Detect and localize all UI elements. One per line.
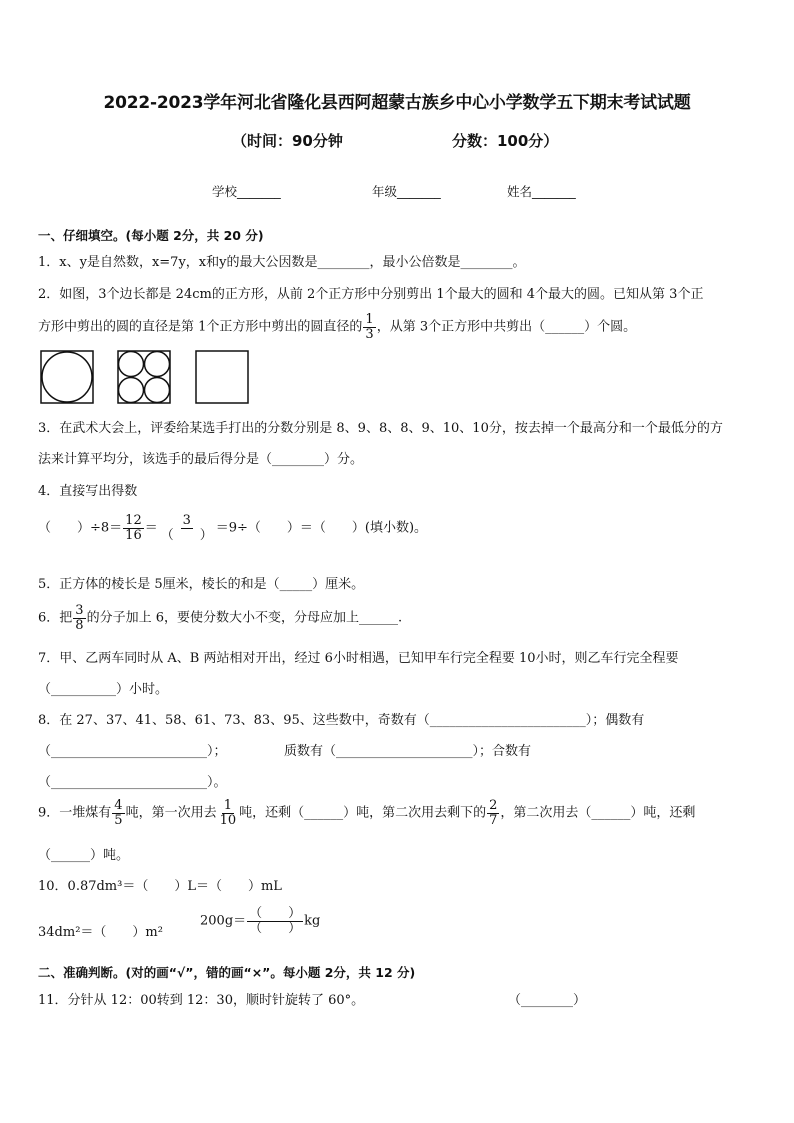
- question-3-line1: 3．在武术大会上，评委给某选手打出的分数分别是 8、9、8、8、9、10、10分，按去掉一个最高分和一个最低分的方: [38, 421, 723, 436]
- name-field: 姓名_______: [507, 184, 576, 199]
- fraction-denominator: 16: [125, 527, 142, 543]
- question-9-text-b: 吨，第一次用去: [125, 805, 217, 821]
- fraction-3-8: [73, 604, 85, 632]
- grade-field: 年级_______: [372, 184, 441, 199]
- question-4-equation: [38, 514, 427, 542]
- fraction-numerator: 3: [75, 603, 84, 618]
- small-circle-1: [119, 352, 144, 377]
- fraction-denominator: （ ）: [249, 920, 302, 936]
- question-9-line1: [38, 799, 695, 827]
- question-11: 11．分针从 12：00转到 12：30，顺时针旋转了 60°。: [38, 993, 365, 1008]
- fraction-blank-blank: [247, 907, 303, 935]
- question-8-line2b: 质数有（_____________________）；合数有: [284, 744, 532, 759]
- fraction-numerator: 2: [489, 798, 498, 813]
- square-3: [196, 351, 248, 403]
- question-4-part1: （ ）÷8＝: [38, 520, 123, 536]
- question-3-line2: 法来计算平均分，该选手的最后得分是（________）分。: [38, 452, 364, 467]
- question-11-answer-blank: （________）: [508, 993, 587, 1008]
- section-2-heading: 二、准确判断。(对的画“√”，错的画“×”。每小题 2分，共 12 分): [38, 965, 416, 980]
- question-6: [38, 604, 402, 632]
- fraction-numerator: 12: [125, 513, 142, 528]
- fraction-numerator: 4: [114, 798, 123, 813]
- fraction-denominator: 5: [114, 812, 123, 828]
- fraction-3-blank: [159, 514, 215, 542]
- question-10-line1: 10．0.87dm³＝（ ）L＝（ ）mL: [38, 879, 282, 894]
- square-2: [118, 351, 170, 403]
- small-circle-4: [145, 378, 170, 403]
- question-5: 5．正方体的棱长是 5厘米，棱长的和是（_____）厘米。: [38, 577, 365, 592]
- question-7-line1: 7．甲、乙两车同时从 A、B 两站相对开出，经过 6小时相遇，已知甲车行完全程要 10小时，则乙车行完全程要: [38, 651, 679, 666]
- question-2-line2: [38, 313, 636, 341]
- fraction-1-10: [218, 799, 239, 827]
- fraction-numerator: 1: [365, 312, 374, 327]
- squares-figure: [40, 350, 252, 406]
- question-6-pre: 6．把: [38, 610, 73, 626]
- fraction-denominator: 3: [365, 326, 374, 342]
- small-circle-2: [145, 352, 170, 377]
- question-1: 1．x、y是自然数，x=7y，x和y的最大公因数是________，最小公倍数是________。: [38, 255, 526, 270]
- school-field: 学校_______: [212, 184, 281, 199]
- big-circle: [42, 352, 92, 402]
- fraction-one-third: [363, 313, 375, 341]
- question-10-line2b: [200, 907, 320, 935]
- question-4-heading: 4．直接写出得数: [38, 484, 138, 499]
- question-10-line2a: 34dm²＝（ ）m²: [38, 925, 163, 940]
- question-2-text-b: ，从第 3个正方形中共剪出（______）个圆。: [376, 319, 637, 335]
- question-8-line1: 8．在 27、37、41、58、61、73、83、95、这些数中，奇数有（________________________）；偶数有: [38, 713, 645, 728]
- question-8-line3: （________________________）。: [38, 775, 227, 790]
- fraction-denominator: 8: [75, 617, 84, 633]
- exam-time: （时间：90分钟: [232, 132, 343, 150]
- question-2-line1: 2．如图，3个边长都是 24cm的正方形，从前 2个正方形中分别剪出 1个最大的圆和 4个最大的圆。已知从第 3个正: [38, 287, 704, 302]
- fraction-denominator: 10: [219, 812, 237, 828]
- section-1-heading: 一、仔细填空。(每小题 2分，共 20 分): [38, 228, 264, 243]
- question-7-line2: （__________）小时。: [38, 682, 169, 697]
- page-title: 2022-2023学年河北省隆化县西阿超蒙古族乡中心小学数学五下期末考试试题: [103, 93, 691, 113]
- fraction-12-16: [123, 514, 144, 542]
- fraction-numerator: （ ）: [249, 906, 302, 921]
- fraction-denominator: （ ）: [160, 527, 213, 543]
- question-4-part2: ＝9÷（ ）＝（ ）(填小数)。: [215, 520, 428, 536]
- fraction-denominator: 7: [489, 812, 498, 828]
- fraction-4-5: [112, 799, 124, 827]
- small-circle-3: [119, 378, 144, 403]
- fraction-numerator: 1: [223, 798, 232, 813]
- question-10-grams: 200g＝: [200, 913, 247, 929]
- question-2-text-a: 方形中剪出的圆的直径是第 1个正方形中剪出的圆直径的: [38, 319, 363, 335]
- fraction-2-7: [487, 799, 499, 827]
- question-10-unit: kg: [304, 913, 321, 929]
- question-9-text-d: ，第二次用去（______）吨，还剩: [500, 805, 696, 821]
- question-8-line2a: （________________________）；: [38, 744, 227, 759]
- fraction-numerator: 3: [182, 513, 191, 528]
- question-9-text-c: 吨，还剩（______）吨，第二次用去剩下的: [239, 805, 487, 821]
- exam-score: 分数：100分）: [452, 132, 559, 150]
- question-9-text-a: 9．一堆煤有: [38, 805, 112, 821]
- question-9-line2: （______）吨。: [38, 848, 130, 863]
- equals-sign: ＝: [144, 520, 158, 536]
- question-6-post: 的分子加上 6，要使分数大小不变，分母应加上______.: [86, 610, 403, 626]
